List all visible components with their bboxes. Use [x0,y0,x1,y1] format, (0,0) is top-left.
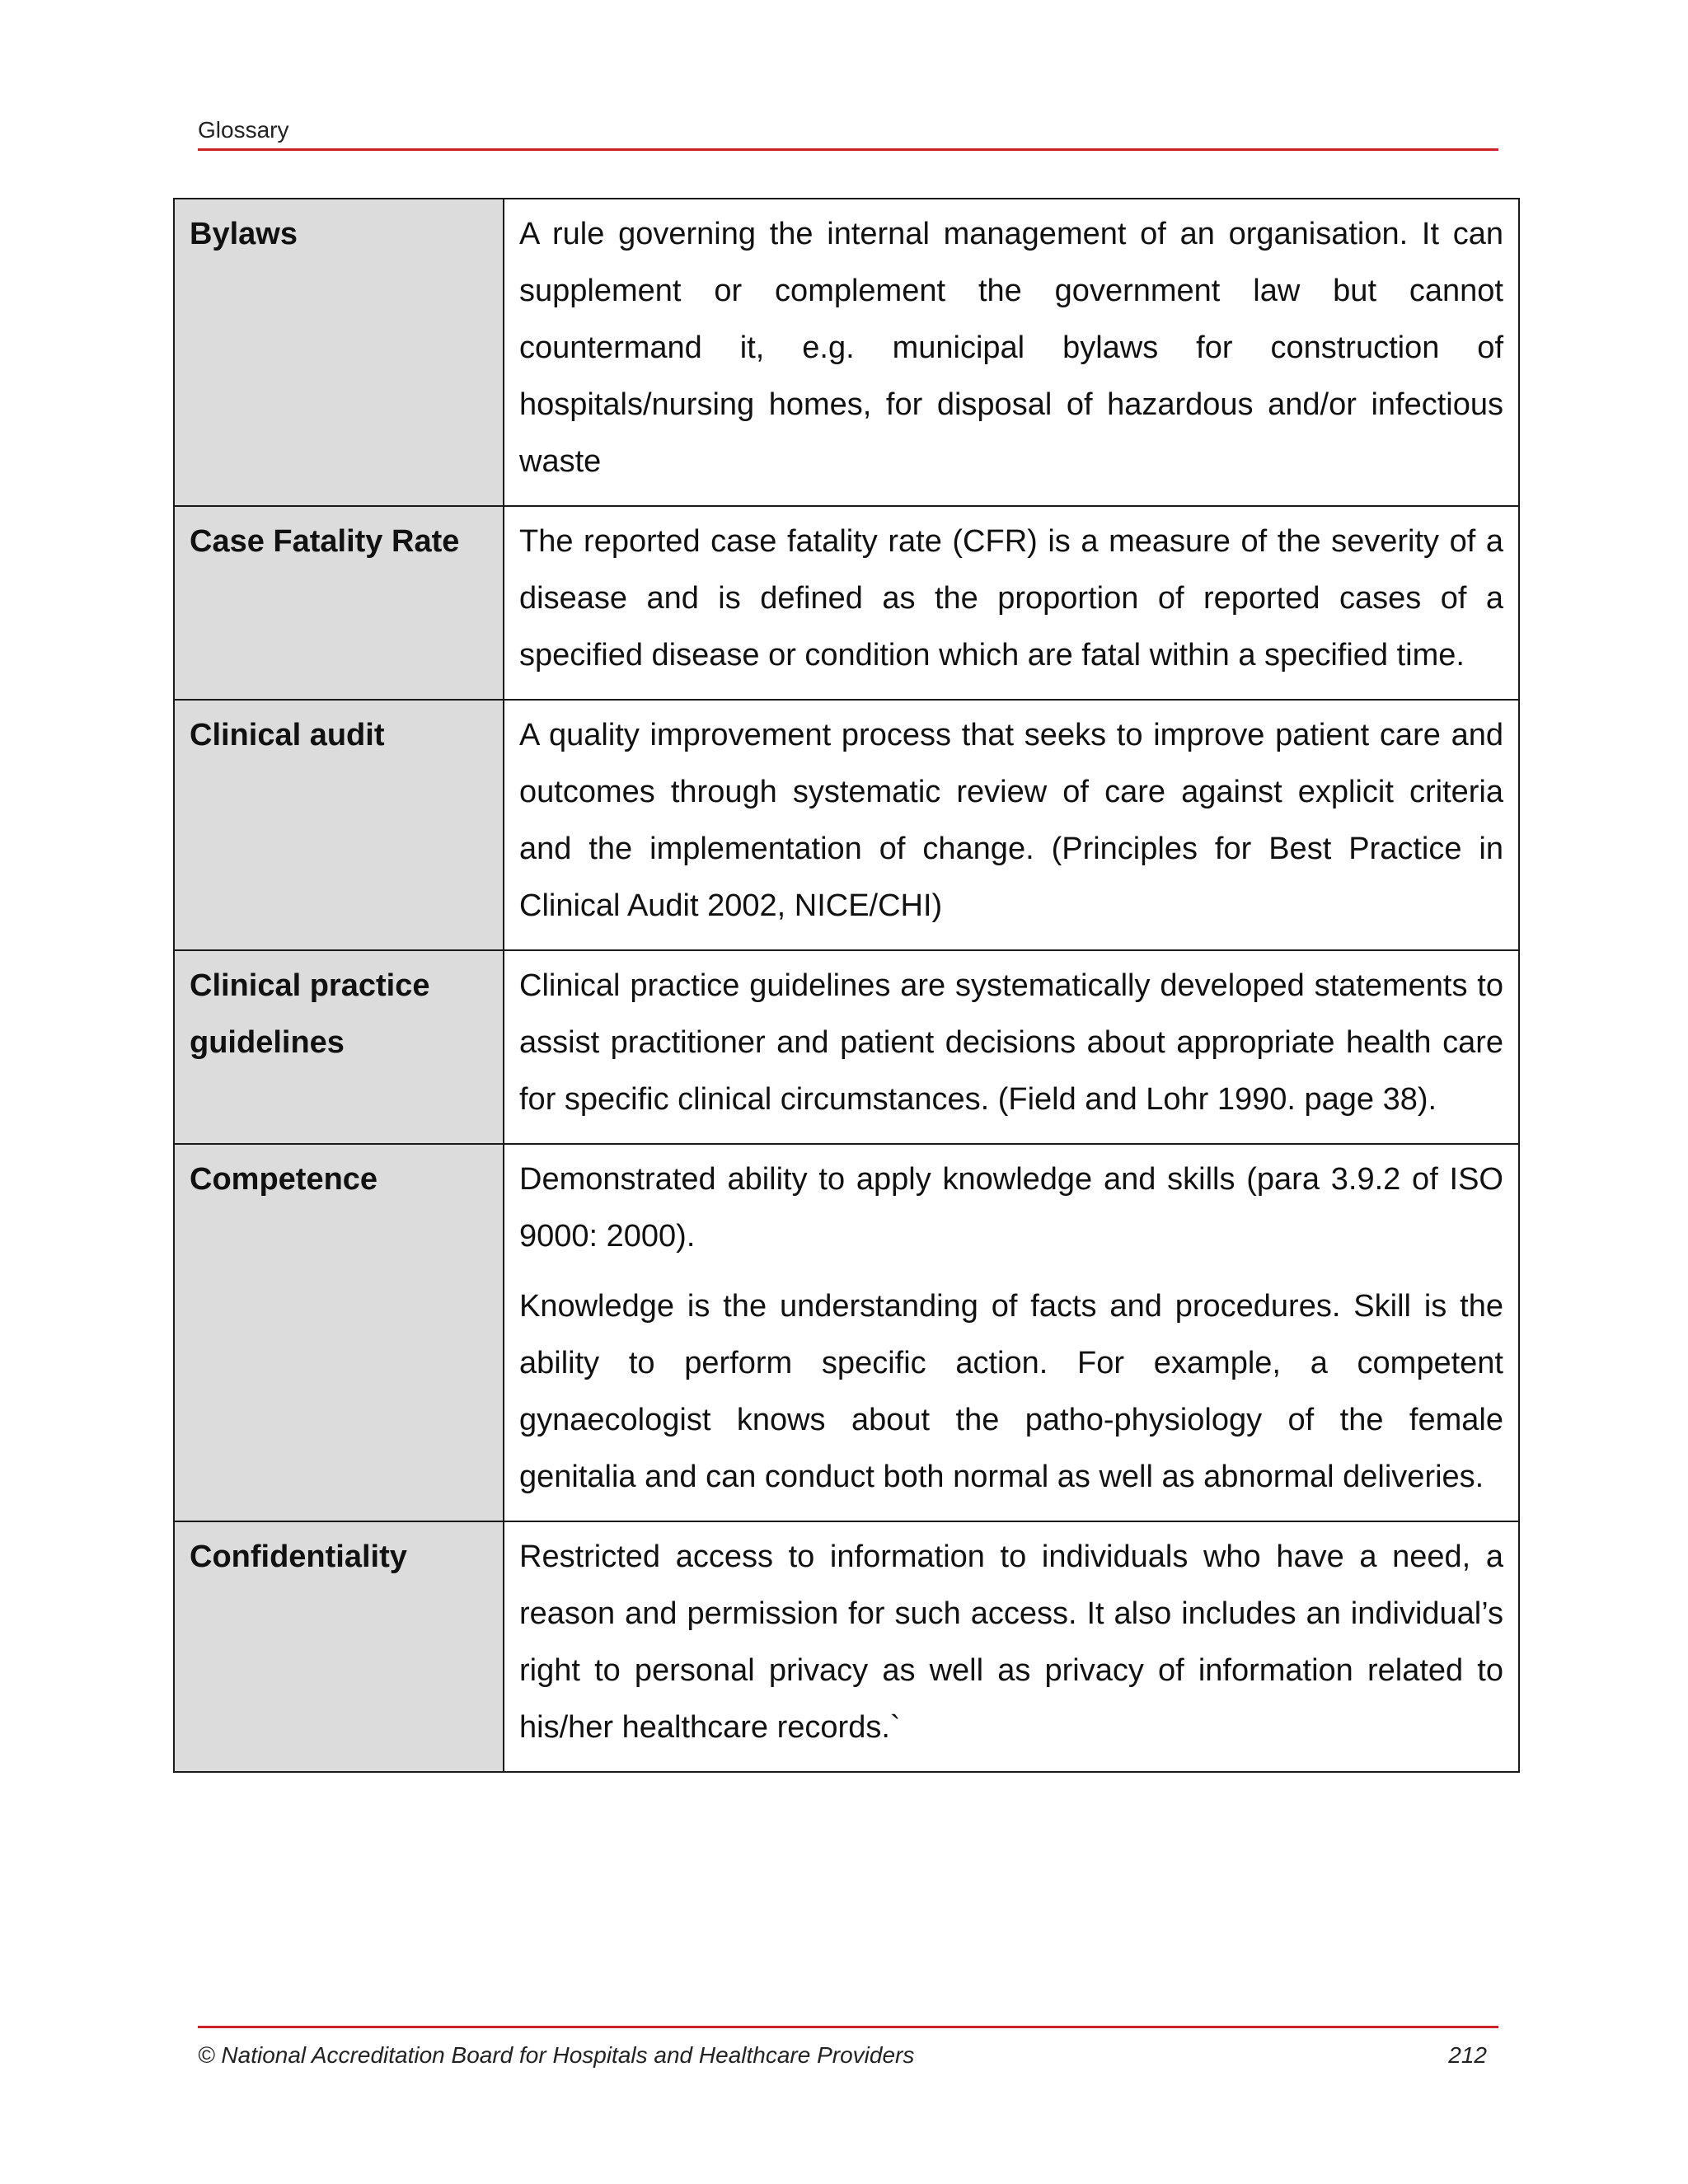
definition-paragraph: Demonstrated ability to apply knowledge and skills (para 3.9.2 of ISO 9000: 2000). [519,1162,1503,1254]
definition-paragraph: Clinical practice guidelines are systematically developed statements to assist practitioner and patient decisions about appropriate health care for specific clinical circumstances. (Field and Lohr 1990. page 38). [519,968,1503,1117]
page-footer [198,2026,1498,2075]
glossary-row-confidentiality [174,1521,1519,1772]
definition-paragraph: A rule governing the internal management of an organisation. It can supplement or complement the government law but cannot countermand it, e.g. municipal bylaws for construction of hospitals/nursing homes, for disposal of hazardous and/or infectious waste [519,217,1503,479]
page-header [198,117,1498,150]
glossary-row-bylaws [174,199,1519,506]
glossary-definition [504,506,1519,700]
definition-paragraph: A quality improvement process that seeks to improve patient care and outcomes through systematic review of care against explicit criteria and the implementation of change. (Principles for Best Practice in Clinical Audit 2002, NICE/CHI) [519,718,1503,923]
glossary-term: Case Fatality Rate [174,506,504,700]
glossary-definition [504,1521,1519,1772]
glossary-table [173,198,1520,1773]
copyright-notice: © National Accreditation Board for Hospitals and Healthcare Providers [198,2042,915,2068]
glossary-definition [504,199,1519,506]
definition-paragraph: Restricted access to information to individuals who have a need, a reason and permission for such access. It also includes an individual’s right to personal privacy as well as privacy of information related to his/her healthcare records.` [519,1540,1503,1745]
glossary-row-clinical-practice-guidelines [174,950,1519,1144]
glossary-row-clinical-audit [174,700,1519,950]
section-title: Glossary [198,117,289,143]
footer-divider [198,2026,1498,2028]
page-number: 212 [1448,2042,1487,2068]
glossary-row-case-fatality-rate [174,506,1519,700]
glossary-term: Confidentiality [174,1521,504,1772]
glossary-row-competence [174,1144,1519,1521]
glossary-definition [504,950,1519,1144]
glossary-term: Clinical practice guidelines [174,950,504,1144]
glossary-term: Bylaws [174,199,504,506]
definition-paragraph: The reported case fatality rate (CFR) is a measure of the severity of a disease and is defined as the proportion of reported cases of a specified disease or condition which are fatal within a specified time. [519,524,1503,673]
glossary-definition [504,700,1519,950]
glossary-term: Clinical audit [174,700,504,950]
glossary-definition [504,1144,1519,1521]
definition-paragraph: Knowledge is the understanding of facts and procedures. Skill is the ability to perform specific action. For example, a competent gynaecologist knows about the patho-physiology of the female genitalia and can conduct both normal as well as abnormal deliveries. [519,1289,1503,1494]
header-divider [198,148,1498,151]
glossary-term: Competence [174,1144,504,1521]
